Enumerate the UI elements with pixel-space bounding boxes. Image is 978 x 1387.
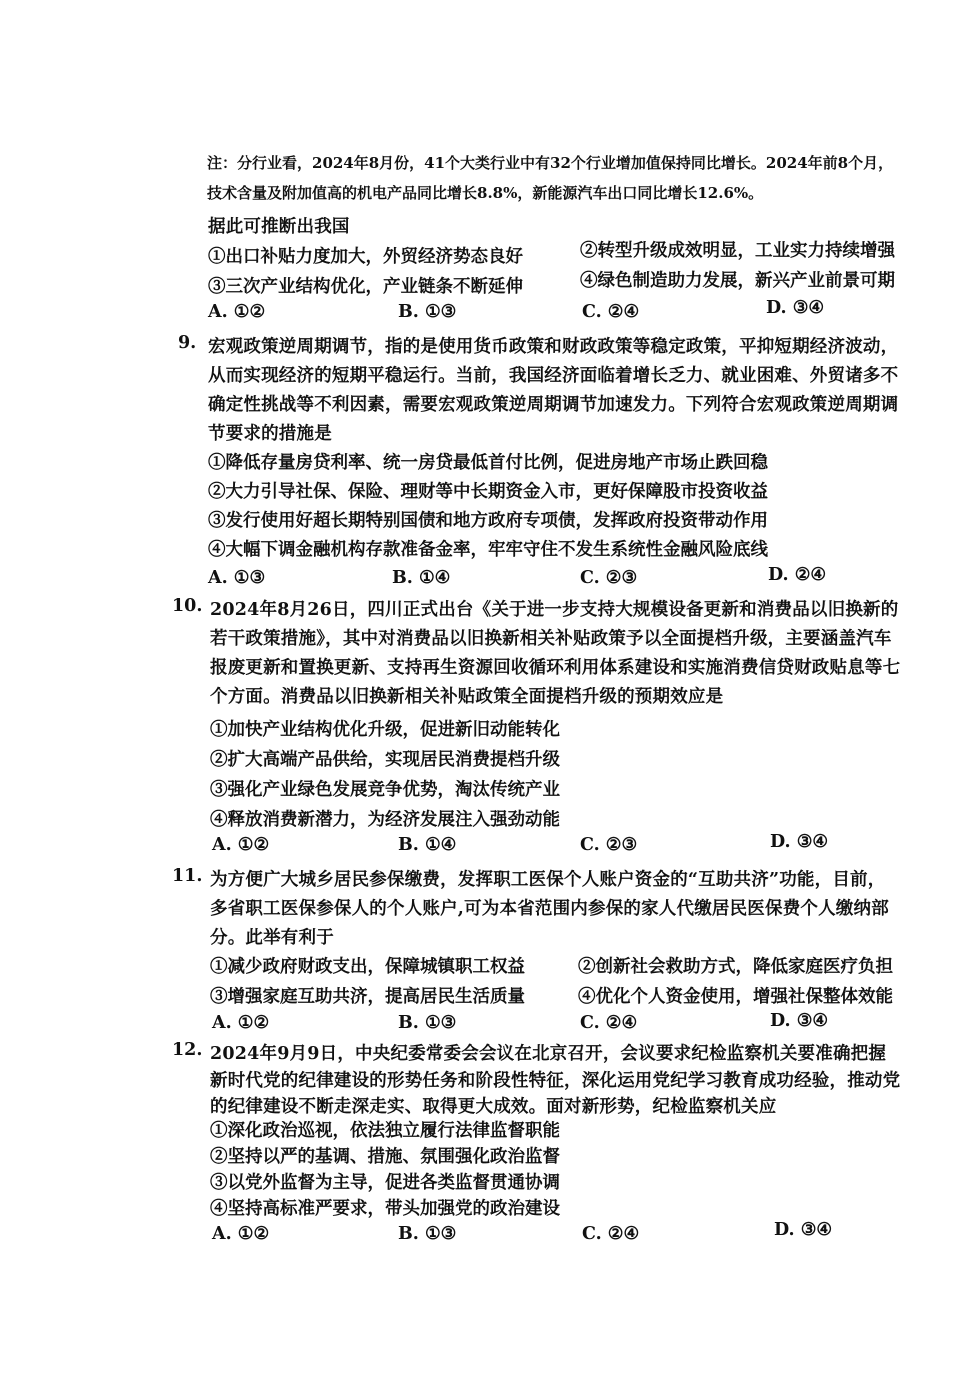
q10-option-2: ②扩大高端产品供给，实现居民消费提档升级 [210, 750, 560, 770]
q12-answer-a: A. ①② [212, 1224, 270, 1244]
q9-stem-line-3: 确定性挑战等不利因素，需要宏观政策逆周期调节加速发力。下列符合宏观政策逆周期调 [208, 395, 899, 415]
q9-stem-line-2: 从而实现经济的短期平稳运行。当前，我国经济面临着增长乏力、就业困难、外贸诸多不 [208, 366, 899, 386]
q10-stem-line-3: 报废更新和置换更新、支持再生资源回收循环利用体系建设和实施消费信贷财政贴息等七 [210, 658, 901, 678]
q8-option-1: ①出口补贴力度加大，外贸经济势态良好 [208, 247, 523, 267]
q9-answer-c: C. ②③ [580, 568, 638, 588]
q9-option-2: ②大力引导社保、保险、理财等中长期资金入市，更好保障股市投资收益 [208, 482, 768, 502]
q12-stem-line-3: 的纪律建设不断走深走实、取得更大成效。面对新形势，纪检监察机关应 [210, 1097, 777, 1117]
chart-note [207, 148, 937, 208]
q11-option-3: ③增强家庭互助共济，提高居民生活质量 [210, 987, 525, 1007]
q12-answer-d: D. ③④ [774, 1220, 833, 1240]
q10-stem-line-4: 个方面。消费品以旧换新相关补贴政策全面提档升级的预期效应是 [210, 687, 724, 707]
q9-option-1: ①降低存量房贷利率、统一房贷最低首付比例，促进房地产市场止跌回稳 [208, 453, 768, 473]
q10-option-3: ③强化产业绿色发展竞争优势，淘汰传统产业 [210, 780, 560, 800]
q10-answer-b: B. ①④ [398, 835, 457, 855]
q8-answer-d: D. ③④ [766, 298, 825, 318]
q8-answer-b: B. ①③ [398, 302, 457, 322]
q11-answer-c: C. ②④ [580, 1013, 638, 1033]
q12-option-1: ①深化政治巡视，依法独立履行法律监督职能 [210, 1121, 560, 1141]
q9-option-4: ④大幅下调金融机构存款准备金率，牢牢守住不发生系统性金融风险底线 [208, 540, 768, 560]
q12-option-4: ④坚持高标准严要求，带头加强党的政治建设 [210, 1199, 560, 1219]
q9-stem-line-4: 节要求的措施是 [208, 424, 332, 444]
q11-number: 11. [172, 866, 203, 886]
note-line-2: 技术含量及附加值高的机电产品同比增长8.8%，新能源汽车出口同比增长12.6%。 [207, 184, 764, 202]
q10-number: 10. [172, 596, 203, 616]
q11-option-1: ①减少政府财政支出，保障城镇职工权益 [210, 957, 525, 977]
q10-option-4: ④释放消费新潜力，为经济发展注入强劲动能 [210, 810, 560, 830]
note-line-1: 注：分行业看，2024年8月份，41个大类行业中有32个行业增加值保持同比增长。2024年前8个月， [207, 154, 894, 172]
q10-stem-line-2: 若干政策措施》，其中对消费品以旧换新相关补贴政策予以全面提档升级，主要涵盖汽车 [210, 629, 892, 649]
q9-answer-a: A. ①③ [208, 568, 266, 588]
q11-stem-line-3: 分。此举有利于 [210, 928, 334, 948]
q9-answer-d: D. ②④ [768, 565, 827, 585]
q11-stem-line-2: 多省职工医保参保人的个人账户,可为本省范围内参保的家人代缴居民医保费个人缴纳部 [210, 899, 889, 919]
q8-answer-c: C. ②④ [582, 302, 640, 322]
q11-answer-a: A. ①② [212, 1013, 270, 1033]
q12-number: 12. [172, 1040, 203, 1060]
q11-answer-d: D. ③④ [770, 1011, 829, 1031]
q12-answer-b: B. ①③ [398, 1224, 457, 1244]
q9-answer-b: B. ①④ [392, 568, 451, 588]
q8-option-4: ④绿色制造助力发展，新兴产业前景可期 [580, 271, 895, 291]
q10-stem-line-1: 2024年8月26日，四川正式出台《关于进一步支持大规模设备更新和消费品以旧换新的 [210, 600, 899, 620]
q10-answer-d: D. ③④ [770, 832, 829, 852]
q8-option-2: ②转型升级成效明显，工业实力持续增强 [580, 241, 895, 261]
q12-answer-c: C. ②④ [582, 1224, 640, 1244]
q10-answer-a: A. ①② [212, 835, 270, 855]
q11-stem-line-1: 为方便广大城乡居民参保缴费，发挥职工医保个人账户资金的“互助共济”功能，目前， [210, 870, 886, 890]
q8-stem: 据此可推断出我国 [208, 217, 350, 237]
q11-answer-b: B. ①③ [398, 1013, 457, 1033]
q12-stem-line-2: 新时代党的纪律建设的形势任务和阶段性特征，深化运用党纪学习教育成功经验，推动党 [210, 1071, 901, 1091]
q11-option-4: ④优化个人资金使用，增强社保整体效能 [578, 987, 893, 1007]
q8-option-3: ③三次产业结构优化，产业链条不断延伸 [208, 277, 523, 297]
q11-option-2: ②创新社会救助方式，降低家庭医疗负担 [578, 957, 893, 977]
q8-answer-a: A. ①② [208, 302, 266, 322]
q10-option-1: ①加快产业结构优化升级，促进新旧动能转化 [210, 720, 560, 740]
q10-answer-c: C. ②③ [580, 835, 638, 855]
q9-option-3: ③发行使用好超长期特别国债和地方政府专项债，发挥政府投资带动作用 [208, 511, 768, 531]
q12-stem-line-1: 2024年9月9日，中央纪委常委会会议在北京召开，会议要求纪检监察机关要准确把握 [210, 1044, 887, 1064]
q9-stem-line-1: 宏观政策逆周期调节，指的是使用货币政策和财政政策等稳定政策，平抑短期经济波动， [208, 337, 899, 357]
q9-number: 9. [178, 333, 197, 353]
q12-option-2: ②坚持以严的基调、措施、氛围强化政治监督 [210, 1147, 560, 1167]
q12-option-3: ③以党外监督为主导，促进各类监督贯通协调 [210, 1173, 560, 1193]
